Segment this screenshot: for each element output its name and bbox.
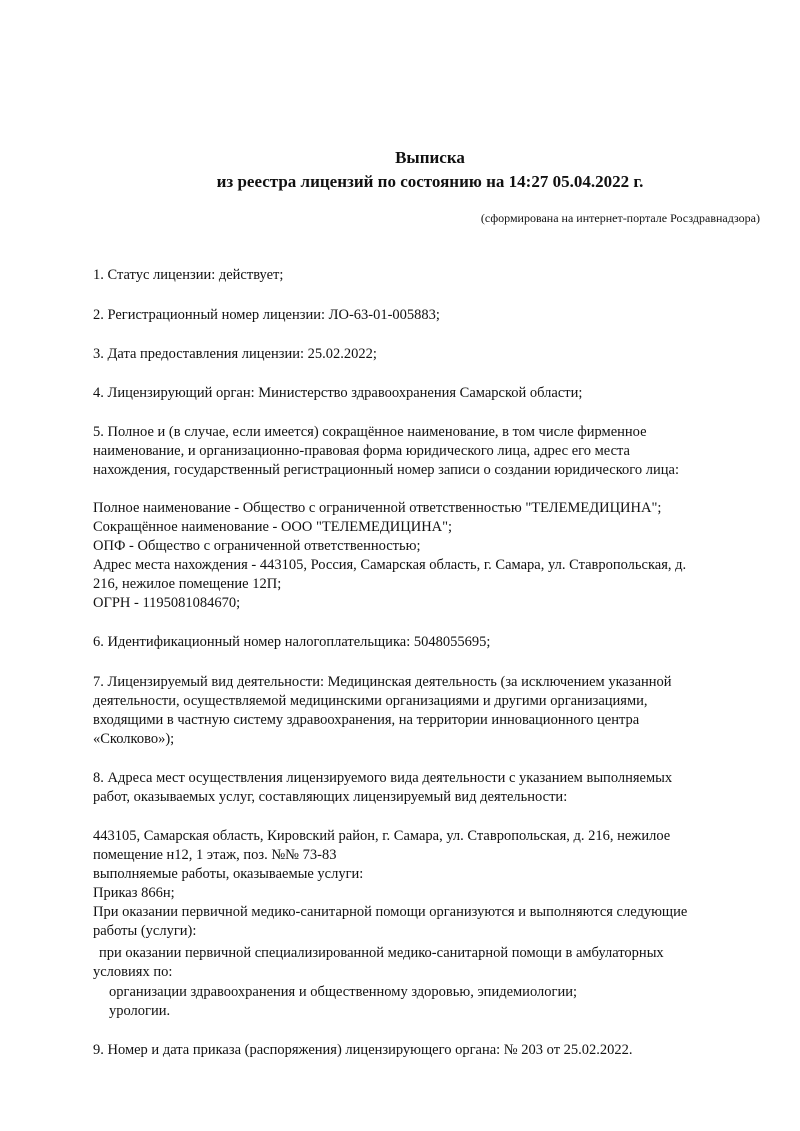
works-services-label: выполняемые работы, оказываемые услуги: — [93, 866, 364, 882]
item-7-line-4: «Сколково»); — [93, 731, 175, 747]
item-3-issue-date: 3. Дата предоставления лицензии: 25.02.2022; — [93, 346, 377, 362]
primary-care-line-2: работы (услуги): — [93, 923, 197, 939]
item-9-order: 9. Номер и дата приказа (распоряжения) лицензирующего органа: № 203 от 25.02.2022. — [93, 1042, 633, 1058]
item-8-line-1: 8. Адреса мест осуществления лицензируемого вида деятельности с указанием выполняемых — [93, 770, 673, 786]
full-name-line: Полное наименование - Общество с ограниченной ответственностью "ТЕЛЕМЕДИЦИНА"; — [93, 500, 662, 516]
item-5-line-1: 5. Полное и (в случае, если имеется) сокращённое наименование, в том числе фирменное — [93, 424, 647, 440]
specialized-care-line-1: при оказании первичной специализированной медико-санитарной помощи в амбулаторных — [99, 945, 664, 961]
item-5-line-3: нахождения, государственный регистрационный номер записи о создании юридического лица: — [93, 462, 679, 478]
item-7-line-1: 7. Лицензируемый вид деятельности: Медицинская деятельность (за исключением указанной — [93, 674, 672, 690]
item-2-reg-number: 2. Регистрационный номер лицензии: ЛО-63-01-005883; — [93, 307, 440, 323]
item-6-inn: 6. Идентификационный номер налогоплательщика: 5048055695; — [93, 634, 491, 650]
opf-line: ОПФ - Общество с ограниченной ответственностью; — [93, 538, 421, 554]
address-line-1: Адрес места нахождения - 443105, Россия, Самарская область, г. Самара, ул. Ставропольская, д. — [93, 557, 687, 573]
specialized-care-line-2: условиях по: — [93, 964, 173, 980]
portal-note: (сформирована на интернет-портале Росздравнадзора) — [480, 211, 760, 225]
address-line-2: 216, нежилое помещение 12П; — [93, 576, 282, 592]
document-subtitle: из реестра лицензий по состоянию на 14:27 05.04.2022 г. — [216, 172, 644, 191]
service-urology: урологии. — [109, 1003, 171, 1019]
order-866n-line: Приказ 866н; — [93, 885, 175, 901]
ogrn-line: ОГРН - 1195081084670; — [93, 595, 241, 611]
item-5-line-2: наименование, и организационно-правовая форма юридического лица, адрес его места — [93, 443, 630, 459]
primary-care-line-1: При оказании первичной медико-санитарной помощи организуются и выполняются следующие — [93, 904, 688, 920]
activity-address-line-2: помещение н12, 1 этаж, поз. №№ 73-83 — [93, 847, 337, 863]
service-public-health: организации здравоохранения и общественному здоровью, эпидемиологии; — [109, 984, 577, 1000]
item-4-licensing-body: 4. Лицензирующий орган: Министерство здравоохранения Самарской области; — [93, 385, 583, 401]
item-1-status: 1. Статус лицензии: действует; — [93, 267, 284, 283]
item-8-line-2: работ, оказываемых услуг, составляющих лицензируемый вид деятельности: — [93, 789, 568, 805]
document-title: Выписка — [395, 148, 465, 167]
item-7-line-3: входящими в частную систему здравоохранения, на территории инновационного центра — [93, 712, 640, 728]
short-name-line: Сокращённое наименование - ООО "ТЕЛЕМЕДИЦИНА"; — [93, 519, 453, 535]
item-7-line-2: деятельности, осуществляемой медицинскими организациями и другими организациями, — [93, 693, 648, 709]
activity-address-line-1: 443105, Самарская область, Кировский район, г. Самара, ул. Ставропольская, д. 216, нежилое — [93, 828, 671, 844]
